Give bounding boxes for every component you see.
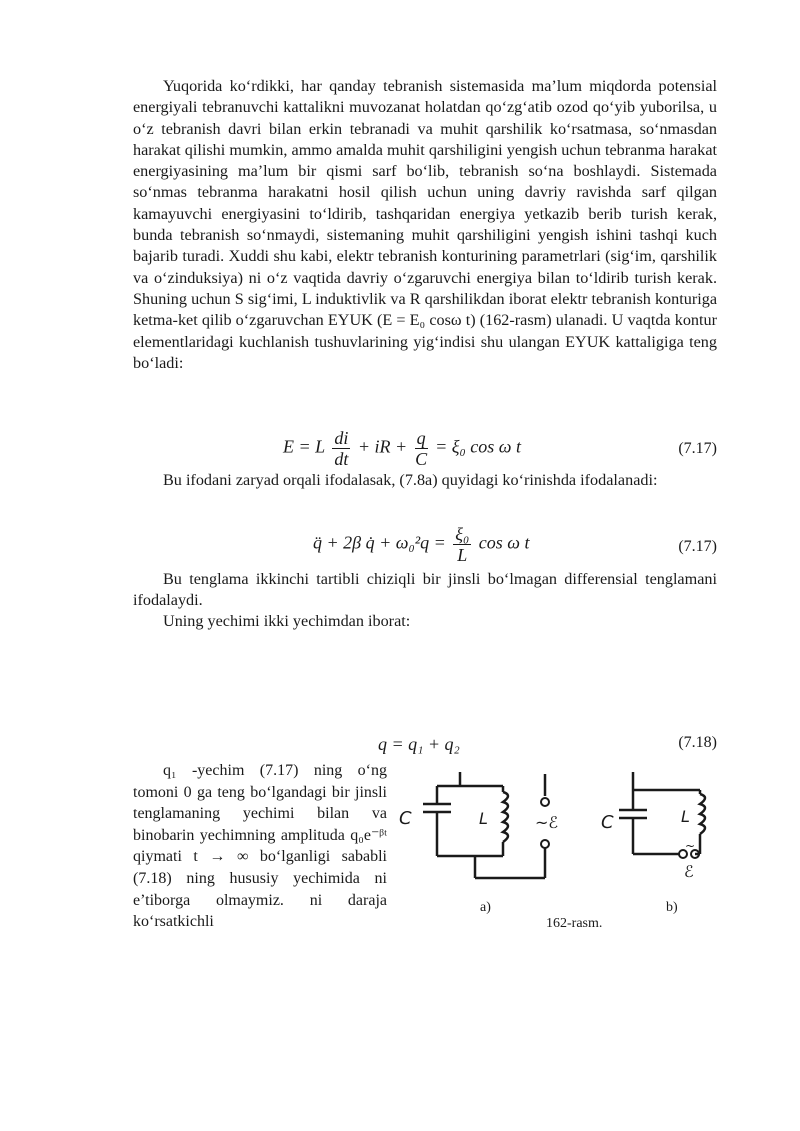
eq1-frac2-num: q bbox=[416, 428, 426, 448]
eq1-frac-di-dt bbox=[332, 428, 350, 469]
equation-7-17-charge bbox=[133, 524, 717, 574]
eq3-number: (7.18) bbox=[678, 734, 717, 751]
eq3-body: q = q₁ + q₂ bbox=[378, 734, 460, 754]
eq2-rhs: cos ω t bbox=[478, 532, 530, 553]
label-tilde-b: ~ bbox=[685, 839, 696, 853]
label-l-a: L bbox=[479, 809, 488, 828]
circuit-figure bbox=[395, 762, 725, 912]
eq1-frac2-den: C bbox=[415, 449, 428, 469]
eq1-number: (7.17) bbox=[678, 440, 717, 457]
label-emf-b: ℰ bbox=[684, 862, 694, 881]
eq1-rhs: = ξ₀ cos ω t bbox=[435, 436, 521, 457]
paragraph-solution: Uning yechimi ikki yechimdan iborat: bbox=[163, 612, 411, 630]
eq1-mid: + iR + bbox=[357, 436, 408, 457]
paragraph-charge: Bu ifodani zaryad orqali ifodalasak, (7.8a) quyidagi ko‘rinishda ifodalanadi: bbox=[163, 471, 658, 489]
eq1-frac1-num: di bbox=[334, 428, 349, 448]
terminal-bottom-a bbox=[541, 840, 549, 848]
eq1-frac-q-c bbox=[415, 428, 428, 469]
inductor-b bbox=[700, 794, 705, 834]
figure-label-b: b) bbox=[666, 900, 678, 915]
eq2-frac bbox=[453, 524, 471, 565]
label-emf-a: ~ℰ bbox=[535, 813, 559, 832]
label-c-b: C bbox=[601, 812, 614, 833]
eq2-frac-num: ξ₀ bbox=[455, 524, 470, 544]
label-c-a: C bbox=[399, 808, 412, 829]
eq2-frac-den: L bbox=[457, 545, 468, 565]
eq1-lhs: E = L bbox=[283, 436, 325, 457]
eq2-lhs: q̈ + 2β q̇ + ω₀²q = bbox=[313, 532, 446, 553]
eq1-frac1-den: dt bbox=[334, 449, 349, 469]
terminal-top-a bbox=[541, 798, 549, 806]
paragraph-q1: q₁ -yechim (7.17) ning o‘ng tomoni 0 ga teng bo‘lgandagi bir jinsli tenglamaning yechimi bilan va binobarin yechimning amplituda q₀e⁻ᵝᵗ qiymati t → ∞ bo‘lganligi sababli (7.18) ning hususiy yechimida ni e’tiborga olmaymiz. ni daraja ko‘rsatkichli bbox=[133, 762, 387, 931]
eq2-number: (7.17) bbox=[678, 538, 717, 555]
inductor-a bbox=[503, 792, 508, 842]
paragraph-intro: Yuqorida ko‘rdikki, har qanday tebranish sistemasida ma’lum miqdorda potensial energiyali tebranuvchi kattalikni muvozanat holatdan qo‘zg‘atib ozod qo‘yib yuborilsa, u o‘z tebranish davri bilan erkin tebranadi va muhit qarshilik ko‘rsatmasa, so‘nmasdan harakat qilishi mumkin, ammo amalda muhit qarshiligini yengish uchun tebranma harakat energiyasining ma’lum bir qismi sarf bo‘lib, tebranish so‘na boshlaydi. Sistemada so‘nmas tebranma harakatni hosil qilish uchun uning davriy ravishda sarf qilgan kamayuvchi energiyasini to‘ldirib, tashqaridan energiya yetkazib berib turish kerak, bunda tebranish so‘nmaydi, sistemaning muhit qarshiligini yengish ishini tashqi kuch bajarib turadi. Xuddi shu kabi, elektr tebranish konturining parametrlari (sig‘im, qarshilik va o‘zinduksiya) ni o‘z vaqtida davriy o‘zgaruvchi energiya bilan to‘ldirib turish kerak. Shuning uchun S sig‘imi, L induktivlik va R qarshilikdan iborat elektr tebranish konturiga ketma-ket qilib o‘zgaruvchan EYUK (E = E₀ cosω t) (162-rasm) ulanadi. U vaqtda kontur elementlaridagi kuchlanish tushuvlarining yig‘indisi shu ulangan EYUK kattaligiga teng bo‘ladi: bbox=[133, 77, 717, 372]
paragraph-differential: Bu tenglama ikkinchi tartibli chiziqli bir jinsli bo‘lmagan differensial tenglamani ifodalaydi. bbox=[133, 570, 717, 610]
figure-caption: 162-rasm. bbox=[546, 916, 603, 931]
equation-7-18 bbox=[133, 734, 717, 758]
label-l-b: L bbox=[681, 807, 690, 826]
figure-label-a: a) bbox=[480, 900, 491, 915]
